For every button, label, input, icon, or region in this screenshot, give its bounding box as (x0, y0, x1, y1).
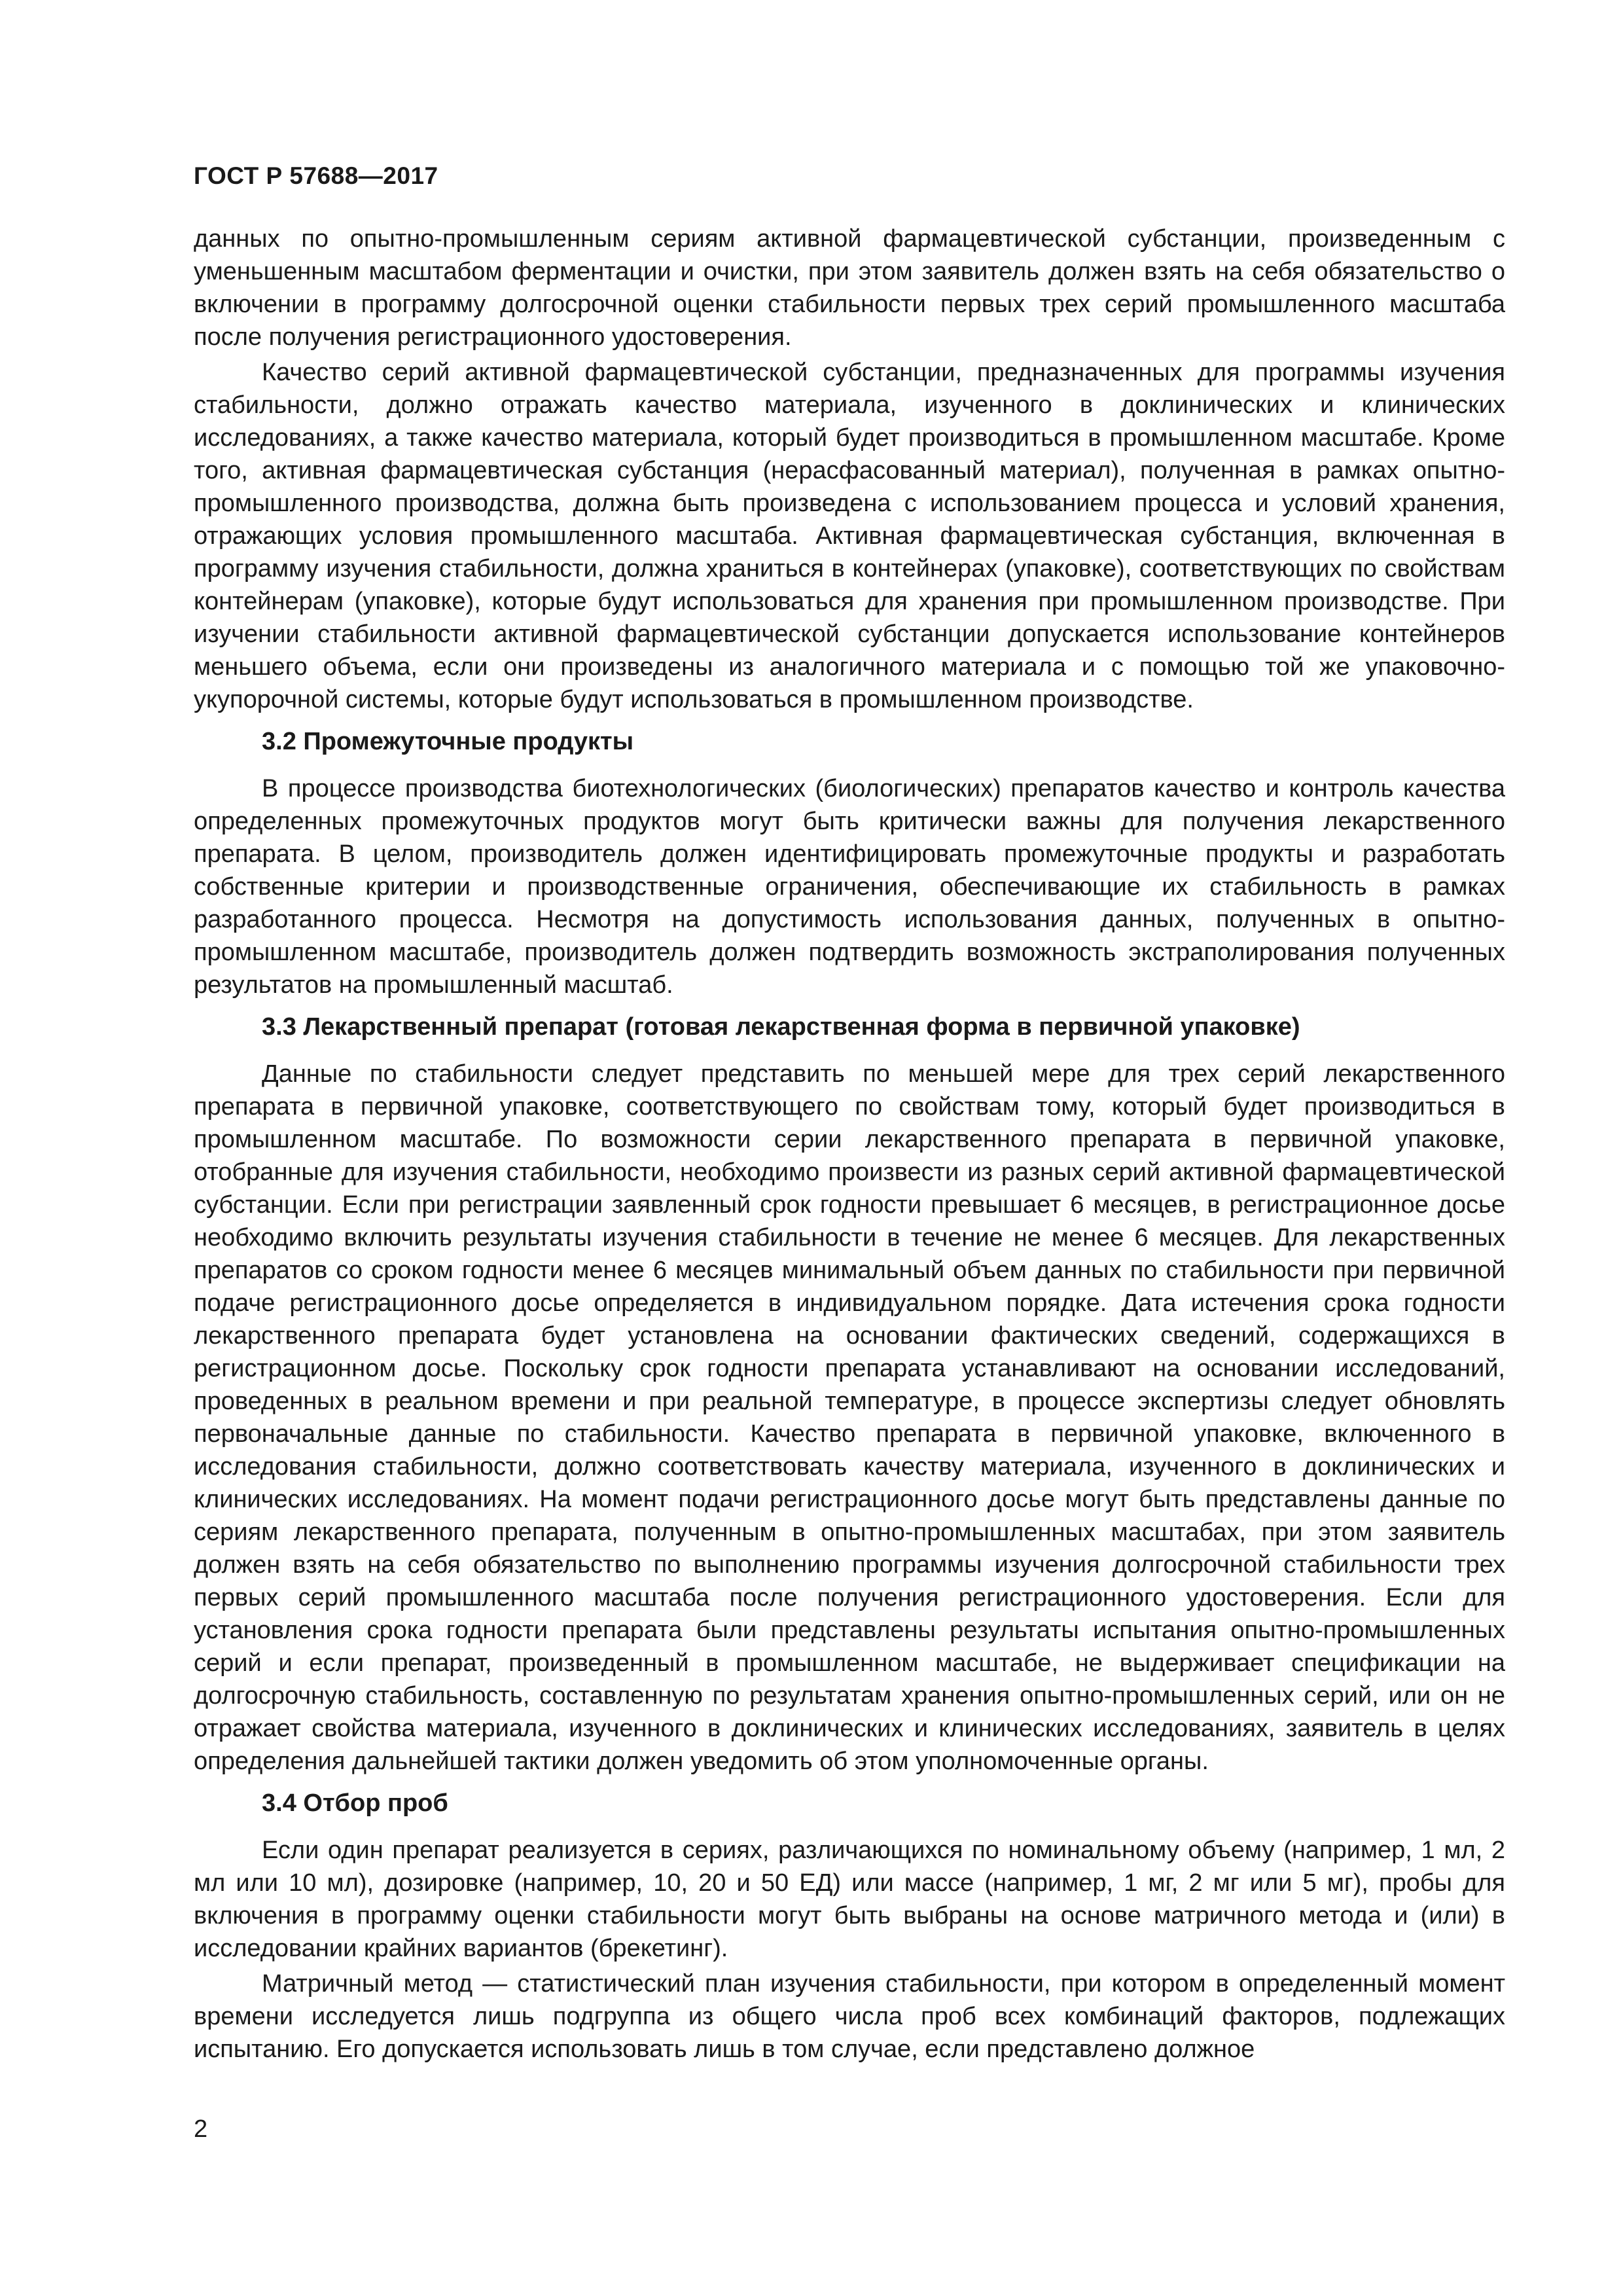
paragraph-sampling: Если один препарат реализуется в сериях, различающихся по номинальному объему (например, 1 мл, 2 мл или 10 мл), дозировке (например, 10, 20 и 50 ЕД) или массе (например, 1 мг, 2 мг или 5 мг), пробы для включения в программу оценки стабильности могут быть выбраны на основе матричного метода и (или) в исследовании крайних вариантов (брекетинг). (194, 1837, 1505, 1962)
paragraph-substance-quality: Качество серий активной фармацевтической субстанции, предназначенных для программы изучения стабильности, должно отражать качество материала, изученного в доклинических и клинических исследованиях, а также качество материала, который будет производиться в промышленном масштабе. Кроме того, активная фармацевтическая субстанция (нерасфасованный материал), полученная в рамках опытно-промышленного производства, должна быть произведена с использованием процесса и условий хранения, отражающих условия промышленного масштаба. Активная фармацевтическая субстанция, включенная в программу изучения стабильности, должна храниться в контейнерах (упаковке), соответствующих по свойствам контейнерам (упаковке), которые будут использоваться для хранения при промышленном производстве. При изучении стабильности активной фармацевтической субстанции допускается использование контейнеров меньшего объема, если они произведены из аналогичного материала и с помощью той же упаковочно-укупорочной системы, которые будут использоваться в промышленном производстве. (194, 359, 1505, 713)
paragraph-drug-product: Данные по стабильности следует представить по меньшей мере для трех серий лекарственного препарата в первичной упаковке, соответствующего по свойствам тому, который будет производиться в промышленном масштабе. По возможности серии лекарственного препарата в первичной упаковке, отобранные для изучения стабильности, необходимо произвести из разных серий активной фармацевтической субстанции. Если при регистрации заявленный срок годности превышает 6 месяцев, в регистрационное досье необходимо включить результаты изучения стабильности в течение не менее 6 месяцев. Для лекарственных препаратов со сроком годности менее 6 месяцев минимальный объем данных по стабильности при первичной подаче регистрационного досье определяется в индивидуальном порядке. Дата истечения срока годности лекарственного препарата будет установлена на основании фактических сведений, содержащихся в регистрационном досье. Поскольку срок годности препарата устанавливают на основании исследований, проведенных в реальном времени и при реальной температуре, в процессе экспертизы следует обновлять первоначальные данные по стабильности. Качество препарата в первичной упаковке, включенного в исследования стабильности, должно соответствовать качеству материала, изученного в доклинических и клинических исследованиях. На момент подачи регистрационного досье могут быть представлены данные по сериям лекарственного препарата, полученным в опытно-промышленных масштабах, при этом заявитель должен взять на себя обязательство по выполнению программы изучения долгосрочной стабильности трех первых серий промышленного масштаба после получения регистрационного удостоверения. Если для установления срока годности препарата были представлены результаты испытания опытно-промышленных серий и если препарат, произведенный в промышленном масштабе, не выдерживает спецификации на долгосрочную стабильность, составленную по результатам хранения опытно-промышленных серий, или он не отражает свойства материала, изученного в доклинических и клинических исследованиях, заявитель в целях определения дальнейшей тактики должен уведомить об этом уполномоченные органы. (194, 1060, 1505, 1775)
paragraph-matrixing: Матричный метод — статистический план изучения стабильности, при котором в определенный момент времени исследуется лишь подгруппа из общего числа проб всех комбинаций факторов, подлежащих испытанию. Его допускается использовать лишь в том случае, если представлено должное (194, 1970, 1505, 2063)
continued-paragraph: данных по опытно-промышленным сериям активной фармацевтической субстанции, произведенным с уменьшенным масштабом ферментации и очистки, при этом заявитель должен взять на себя обязательство о включении в программу долгосрочной оценки стабильности первых трех серий промышленного масштаба после получения регистрационного удостоверения. (194, 225, 1505, 351)
page-number: 2 (194, 2115, 208, 2143)
document-body (194, 223, 1505, 2066)
standard-designation: ГОСТ Р 57688—2017 (194, 162, 438, 189)
paragraph-intermediates: В процессе производства биотехнологических (биологических) препаратов качество и контроль качества определенных промежуточных продуктов могут быть критически важны для получения лекарственного препарата. В целом, производитель должен идентифицировать промежуточные продукты и разработать собственные критерии и производственные ограничения, обеспечивающие их стабильность в рамках разработанного процесса. Несмотря на допустимость использования данных, полученных в опытно-промышленном масштабе, производитель должен подтвердить возможность экстраполирования полученных результатов на промышленный масштаб. (194, 775, 1505, 999)
section-heading-3-4: 3.4 Отбор проб (262, 1789, 448, 1817)
section-heading-3-3: 3.3 Лекарственный препарат (готовая лекарственная форма в первичной упаковке) (262, 1013, 1300, 1041)
section-heading-3-2: 3.2 Промежуточные продукты (262, 728, 634, 755)
